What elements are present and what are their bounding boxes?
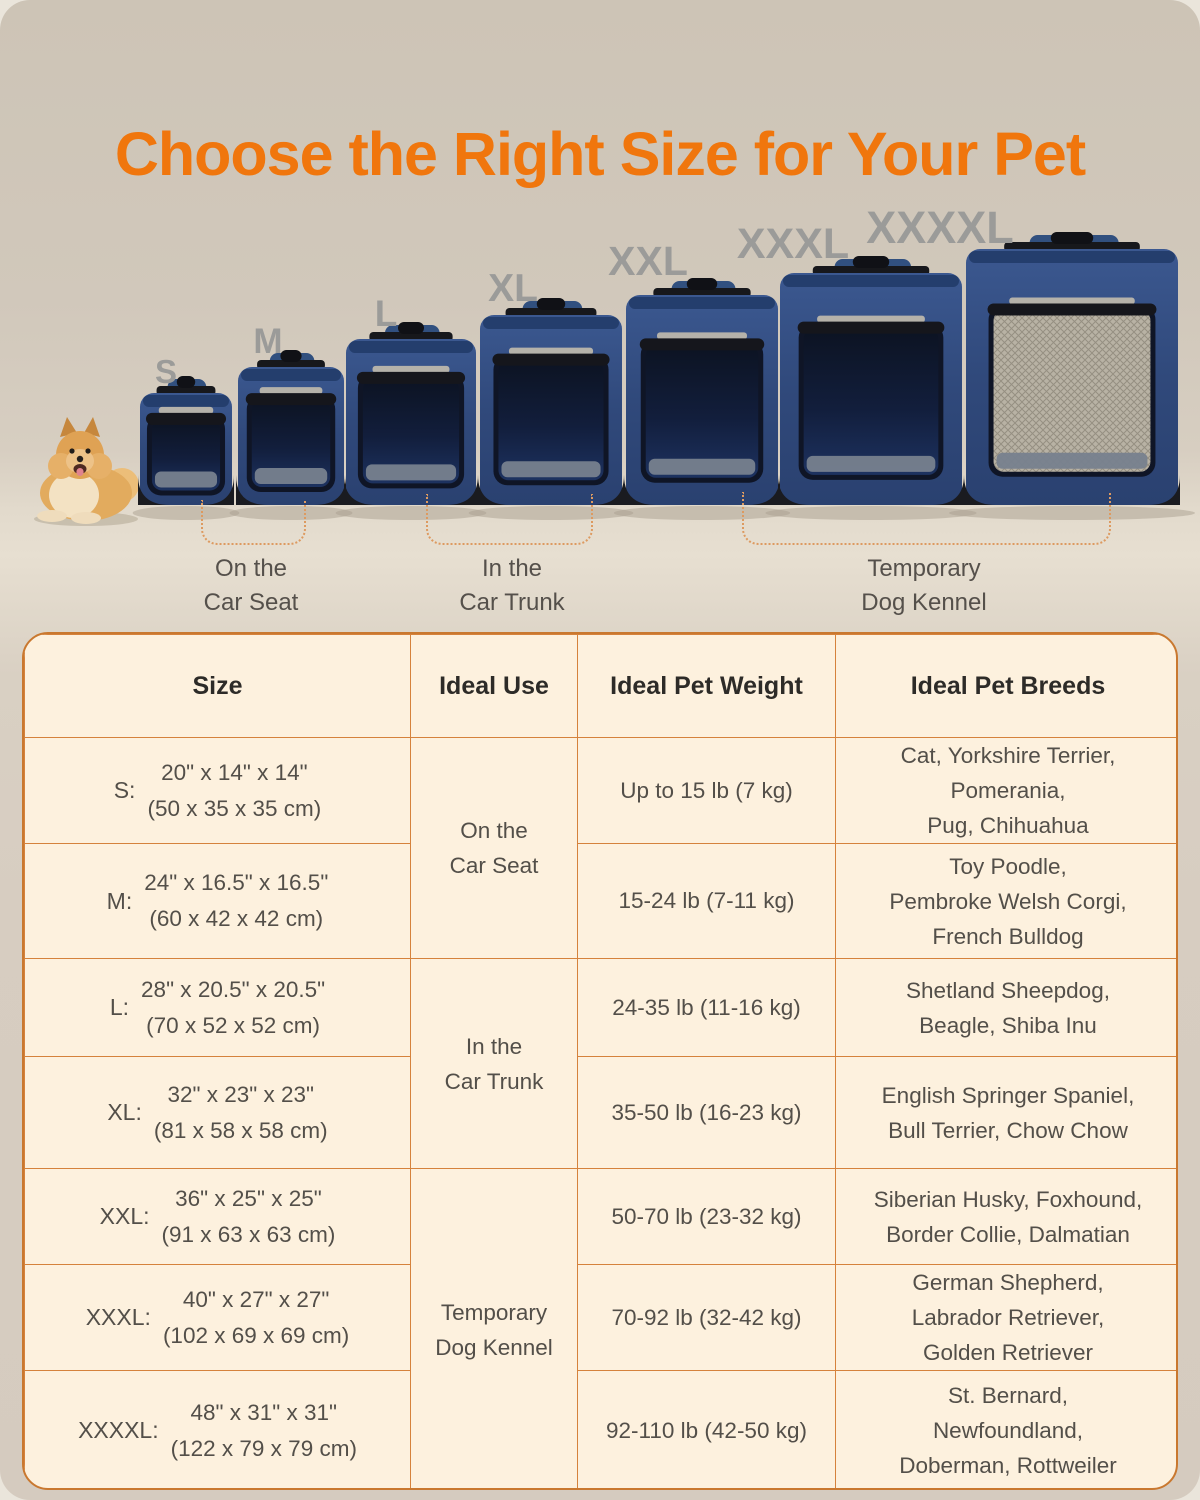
size-group-bracket-car-trunk <box>426 494 593 545</box>
size-dimensions: 20" x 14" x 14" (50 x 35 x 35 cm) <box>147 759 322 821</box>
carrier-L <box>336 293 487 520</box>
table-header-row <box>25 635 1179 738</box>
carrier-size-label: XXXXL <box>866 202 1014 253</box>
ideal-pet-weight-cell: 24-35 lb (11-16 kg) <box>578 959 836 1057</box>
table-row <box>25 1265 1179 1371</box>
ideal-pet-weight-cell: 35-50 lb (16-23 kg) <box>578 1057 836 1169</box>
size-cell <box>25 1265 411 1371</box>
table-row <box>25 959 1179 1057</box>
ideal-use-cell: On the Car Seat <box>411 738 578 959</box>
size-key: S: <box>113 777 136 803</box>
bracket-label-line: Dog Kennel <box>861 589 987 616</box>
bracket-label-line: In the <box>481 555 543 582</box>
size-cell <box>25 959 411 1057</box>
size-dimensions: 36" x 25" x 25" (91 x 63 x 63 cm) <box>161 1185 336 1247</box>
header-ideal-pet-breeds: Ideal Pet Breeds <box>836 635 1179 738</box>
carrier-size-label: L <box>374 293 398 334</box>
carrier-size-label: M <box>253 322 283 361</box>
carrier-XL <box>469 267 634 520</box>
bracket-label-line: Temporary <box>867 555 981 582</box>
ideal-use-cell: In the Car Trunk <box>411 959 578 1169</box>
ideal-pet-breeds-cell: St. Bernard, Newfoundland, Doberman, Rottweiler <box>836 1371 1179 1491</box>
size-dimensions: 28" x 20.5" x 20.5" (70 x 52 x 52 cm) <box>141 976 326 1038</box>
size-dimensions: 24" x 16.5" x 16.5" (60 x 42 x 42 cm) <box>144 870 329 931</box>
ideal-pet-breeds-cell: German Shepherd, Labrador Retriever, Golden Retriever <box>836 1265 1179 1371</box>
carrier-XXL <box>608 238 790 520</box>
carrier-size-label: XL <box>488 267 538 310</box>
product-photo-scene <box>0 185 1200 545</box>
bracket-label-line: Car Trunk <box>459 589 565 616</box>
bracket-label-line: Car Seat <box>203 589 299 616</box>
ideal-pet-weight-cell: Up to 15 lb (7 kg) <box>578 738 836 844</box>
size-key: L: <box>109 994 130 1020</box>
bracket-label-dog-kennel <box>814 552 1034 620</box>
table-row <box>25 738 1179 844</box>
ideal-pet-breeds-cell: Cat, Yorkshire Terrier, Pomerania, Pug, Chihuahua <box>836 738 1179 844</box>
size-group-bracket-car-seat <box>201 500 306 545</box>
ideal-pet-breeds-cell: Siberian Husky, Foxhound, Border Collie, Dalmatian <box>836 1169 1179 1265</box>
size-guide-table-card <box>22 632 1178 1490</box>
size-cell <box>25 1057 411 1169</box>
size-key: XL: <box>107 1099 142 1125</box>
bracket-label-line: On the <box>214 555 288 582</box>
ideal-pet-breeds-cell: Toy Poodle, Pembroke Welsh Corgi, French Bulldog <box>836 844 1179 959</box>
size-dimensions: 32" x 23" x 23" (81 x 58 x 58 cm) <box>153 1081 328 1143</box>
table-row <box>25 1371 1179 1491</box>
size-cell <box>25 738 411 844</box>
bracket-label-car-seat <box>171 552 331 620</box>
size-key: XXL: <box>99 1203 150 1229</box>
ideal-pet-weight-cell: 92-110 lb (42-50 kg) <box>578 1371 836 1491</box>
bracket-label-car-trunk <box>432 552 592 620</box>
size-key: M: <box>106 887 133 914</box>
size-cell <box>25 844 411 959</box>
size-guide-table <box>24 634 1178 1490</box>
carrier-size-label: XXXL <box>736 220 850 268</box>
size-group-bracket-dog-kennel <box>742 492 1111 545</box>
table-row <box>25 844 1179 959</box>
header-size: Size <box>25 635 411 738</box>
carrier-size-label: S <box>154 353 178 390</box>
table-row <box>25 1169 1179 1265</box>
carrier-S <box>133 353 240 520</box>
size-dimensions: 40" x 27" x 27" (102 x 69 x 69 cm) <box>162 1286 350 1348</box>
ideal-pet-breeds-cell: Shetland Sheepdog, Beagle, Shiba Inu <box>836 959 1179 1057</box>
table-row <box>25 1057 1179 1169</box>
size-cell <box>25 1371 411 1491</box>
ideal-pet-breeds-cell: English Springer Spaniel, Bull Terrier, Chow Chow <box>836 1057 1179 1169</box>
ideal-pet-weight-cell: 70-92 lb (32-42 kg) <box>578 1265 836 1371</box>
size-cell <box>25 1169 411 1265</box>
header-ideal-use: Ideal Use <box>411 635 578 738</box>
size-dimensions: 48" x 31" x 31" (122 x 79 x 79 cm) <box>170 1399 357 1461</box>
page-title: Choose the Right Size for Your Pet <box>114 119 1086 188</box>
ideal-pet-weight-cell: 50-70 lb (23-32 kg) <box>578 1169 836 1265</box>
ideal-pet-weight-cell: 15-24 lb (7-11 kg) <box>578 844 836 959</box>
ideal-use-cell: Temporary Dog Kennel <box>411 1169 578 1491</box>
size-key: XXXXL: <box>78 1417 159 1443</box>
pomeranian-dog-image <box>34 417 139 526</box>
size-key: XXXL: <box>85 1304 151 1330</box>
header-ideal-pet-weight: Ideal Pet Weight <box>578 635 836 738</box>
carrier-M <box>230 322 353 520</box>
carrier-size-label: XXL <box>608 238 688 284</box>
